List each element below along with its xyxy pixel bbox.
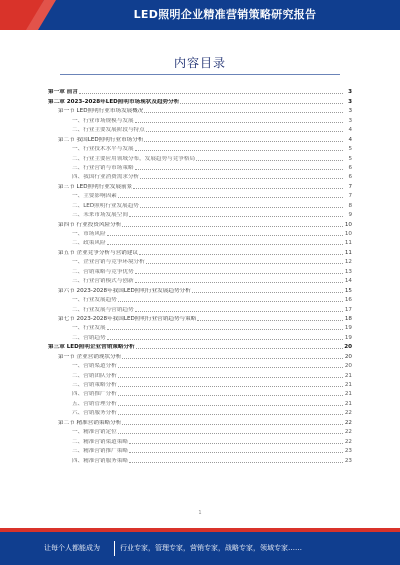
toc-leader-dots [140,207,343,208]
toc-entry[interactable] [48,190,352,199]
toc-entry[interactable] [48,426,352,435]
toc-leader-dots [135,150,343,151]
toc-entry-page: 5 [348,155,352,162]
toc-entry[interactable] [48,284,352,293]
toc-entry[interactable] [48,114,352,123]
toc-entry-page: 21 [344,400,352,407]
toc-leader-dots [122,424,343,425]
toc-entry[interactable] [48,331,352,340]
toc-entry-page: 15 [344,287,352,294]
footer-divider [114,541,115,556]
toc-entry-page: 8 [348,202,352,209]
toc-entry-page: 3 [348,117,352,124]
toc-entry-page: 23 [344,457,352,464]
footer-tagline: 行业专家，管理专家，营销专家，战略专家，领域专家…… [120,544,302,552]
toc-leader-dots [129,443,343,444]
toc-entry[interactable] [48,86,352,95]
toc-entry-title: 一、行业技术水平与发展 [72,146,134,153]
toc-entry[interactable] [48,105,352,114]
toc-entry-page: 10 [344,231,352,237]
toc-entry[interactable] [48,246,352,255]
toc-leader-dots [129,462,343,463]
toc-entry-title: 二、行业发展与营销趋势 [72,306,134,313]
table-of-contents [48,86,352,464]
toc-leader-dots [122,358,343,359]
toc-leader-dots [118,414,343,415]
toc-entry-title: 二、行业主要发展阶段与特点 [72,127,145,134]
toc-entry[interactable] [48,350,352,359]
toc-leader-dots [129,216,343,217]
toc-entry-page: 20 [344,363,352,370]
toc-leader-dots [146,131,343,132]
toc-entry-page: 23 [344,448,352,455]
toc-entry[interactable] [48,379,352,388]
toc-leader-dots [118,301,343,302]
toc-entry[interactable] [48,369,352,378]
toc-leader-dots [140,178,343,179]
toc-entry-page: 16 [344,297,352,304]
toc-entry[interactable] [48,95,352,104]
toc-entry-title: 二、营销团队分析 [72,372,117,379]
toc-entry-title: 一、精准营销定位 [72,429,117,436]
toc-leader-dots [133,188,343,189]
toc-entry[interactable] [48,388,352,397]
toc-entry-title: 三、未来市场发展空间 [72,212,128,219]
toc-leader-dots [118,395,343,396]
toc-leader-dots [144,141,343,142]
toc-entry-page: 4 [348,127,352,134]
toc-entry[interactable] [48,180,352,189]
toc-entry-page: 21 [344,372,352,379]
toc-entry-page: 7 [348,183,352,190]
toc-leader-dots [129,452,343,453]
toc-entry[interactable] [48,237,352,246]
toc-entry-title: 第二章 2023-2028年LED照明市场现状及趋势分析 [48,98,180,105]
toc-entry-title: 二、LED照明行业发展趋势 [72,202,139,209]
toc-entry[interactable] [48,124,352,133]
toc-entry-title: 一、企业营销与竞争环境分析 [72,259,145,266]
toc-leader-dots [107,235,343,236]
toc-entry-title: 三、精准营销推广策略 [72,448,128,455]
toc-entry[interactable] [48,303,352,312]
toc-entry-title: 第二节 我国LED照明行业市场分析 [58,136,144,143]
toc-leader-dots [196,160,343,161]
toc-entry-page: 9 [348,212,352,219]
toc-entry-page: 13 [344,268,352,275]
toc-leader-dots [144,112,343,113]
toc-entry-page: 7 [348,193,352,200]
toc-entry-title: 三、行业营销模式与创新 [72,278,134,285]
toc-entry[interactable] [48,228,352,237]
toc-entry-title: 第三节 LED照明行业发展前景 [58,183,133,190]
footer-slogan: 让每个人都能成为 [44,544,100,552]
toc-entry[interactable] [48,322,352,331]
toc-entry-page: 14 [344,278,352,285]
toc-leader-dots [107,339,343,340]
toc-entry[interactable] [48,152,352,161]
toc-entry-page: 20 [344,344,352,351]
toc-entry-title: 二、行业主要应用领域分布，发展趋势与竞争格局 [72,155,196,162]
toc-entry-title: 第一节 LED照明行业市场发展概况 [58,108,144,115]
toc-title: 内容目录 [173,56,226,70]
toc-entry-title: 第五节 企业竞争分析与营销建议 [58,249,139,256]
toc-entry-title: 一、行业发展 [72,325,106,332]
toc-entry-title: 四、我国行业消费需求分析 [72,174,140,181]
toc-entry-page: 6 [348,174,352,181]
page-header [0,0,400,30]
toc-entry[interactable] [48,416,352,425]
toc-entry-title: 二、营销趋势 [72,334,106,341]
toc-leader-dots [139,254,343,255]
page-footer [0,532,400,565]
toc-entry[interactable] [48,162,352,171]
toc-leader-dots [136,348,343,349]
toc-leader-dots [192,292,343,293]
toc-entry-page: 22 [344,410,352,417]
toc-entry-page: 20 [344,353,352,360]
toc-entry-title: 第六节 2023-2028年我国LED照明行业发展趋势分析 [58,287,191,294]
toc-entry[interactable] [48,143,352,152]
toc-entry[interactable] [48,407,352,416]
toc-entry[interactable] [48,454,352,463]
toc-entry-page: 21 [344,391,352,398]
toc-entry[interactable] [48,199,352,208]
toc-leader-dots [118,367,343,368]
toc-leader-dots [135,122,343,123]
toc-entry[interactable] [48,435,352,444]
toc-entry[interactable] [48,133,352,142]
toc-leader-dots [135,282,343,283]
toc-leader-dots [122,226,343,227]
page-number: 1 [198,510,202,516]
toc-entry-page: 5 [348,146,352,153]
toc-leader-dots [135,311,343,312]
toc-entry-page: 19 [344,334,352,341]
toc-entry-page: 4 [348,136,352,143]
toc-entry-title: 五、营销管理分析 [72,400,117,407]
toc-leader-dots [135,273,343,274]
toc-entry[interactable] [48,256,352,265]
toc-leader-dots [107,329,343,330]
toc-entry-page: 11 [344,249,352,256]
toc-leader-dots [118,197,343,198]
toc-entry-page: 22 [344,429,352,436]
toc-leader-dots [118,386,343,387]
toc-entry-title: 第三章 LED照明企业营销策略分析 [48,344,135,351]
toc-entry-page: 22 [344,438,352,445]
toc-entry[interactable] [48,360,352,369]
toc-entry-title: 第二节 精准营销策略分析 [58,419,122,426]
toc-entry[interactable] [48,171,352,180]
toc-entry-title: 二、精准营销渠道策略 [72,438,128,445]
toc-leader-dots [118,405,343,406]
toc-entry[interactable] [48,313,352,322]
toc-entry-page: 6 [348,164,352,171]
toc-leader-dots [79,93,343,94]
toc-leader-dots [118,433,343,434]
toc-entry-page: 3 [348,98,352,105]
toc-entry-title: 第四节 行业投资风险分析 [58,221,122,228]
toc-entry-title: 第一节 企业营销现状分析 [58,353,122,360]
toc-entry[interactable] [48,265,352,274]
toc-entry-title: 一、行业市场规模与发展 [72,117,134,124]
toc-entry[interactable] [48,218,352,227]
toc-leader-dots [197,320,343,321]
toc-entry-title: 第七节 2023-2028年我国LED照明行业营销趋势与策略 [58,315,197,322]
report-title: LED照明企业精准营销策略研究报告 [133,8,317,21]
toc-entry-page: 22 [344,419,352,426]
toc-entry-page: 3 [348,108,352,115]
toc-leader-dots [118,377,343,378]
toc-entry-title: 四、精准营销服务策略 [72,457,128,464]
toc-entry-page: 19 [344,325,352,332]
toc-entry-title: 二、营销策略与竞争优势 [72,268,134,275]
toc-entry-page: 11 [344,240,352,247]
toc-entry-title: 三、营销策略分析 [72,382,117,388]
toc-entry[interactable] [48,294,352,303]
toc-entry-page: 17 [344,306,352,313]
toc-entry[interactable] [48,209,352,218]
toc-entry-title: 二、政策风险 [72,240,106,247]
toc-entry-page: 18 [344,315,352,322]
toc-entry[interactable] [48,275,352,284]
toc-leader-dots [135,169,343,170]
toc-leader-dots [146,263,343,264]
toc-entry-page: 12 [344,259,352,266]
toc-entry-title: 第一章 前言 [48,89,78,96]
toc-entry-title: 六、营销服务分析 [72,410,117,417]
toc-title-divider [60,74,340,75]
toc-entry-title: 一、市场风险 [72,231,106,237]
toc-entry-title: 一、营销渠道分析 [72,363,117,370]
toc-entry[interactable] [48,445,352,454]
toc-entry-page: 10 [344,221,352,228]
toc-leader-dots [180,103,343,104]
toc-entry-page: 3 [348,89,352,96]
toc-entry-title: 一、主要影响因素 [72,193,117,200]
toc-entry-title: 一、行业发展趋势 [72,297,117,304]
toc-entry[interactable] [48,341,352,350]
toc-entry-title: 四、营销推广分析 [72,391,117,398]
toc-leader-dots [107,244,343,245]
toc-entry-page: 21 [344,382,352,388]
toc-entry[interactable] [48,397,352,406]
toc-entry-title: 三、行业营销与市场策略 [72,164,134,171]
